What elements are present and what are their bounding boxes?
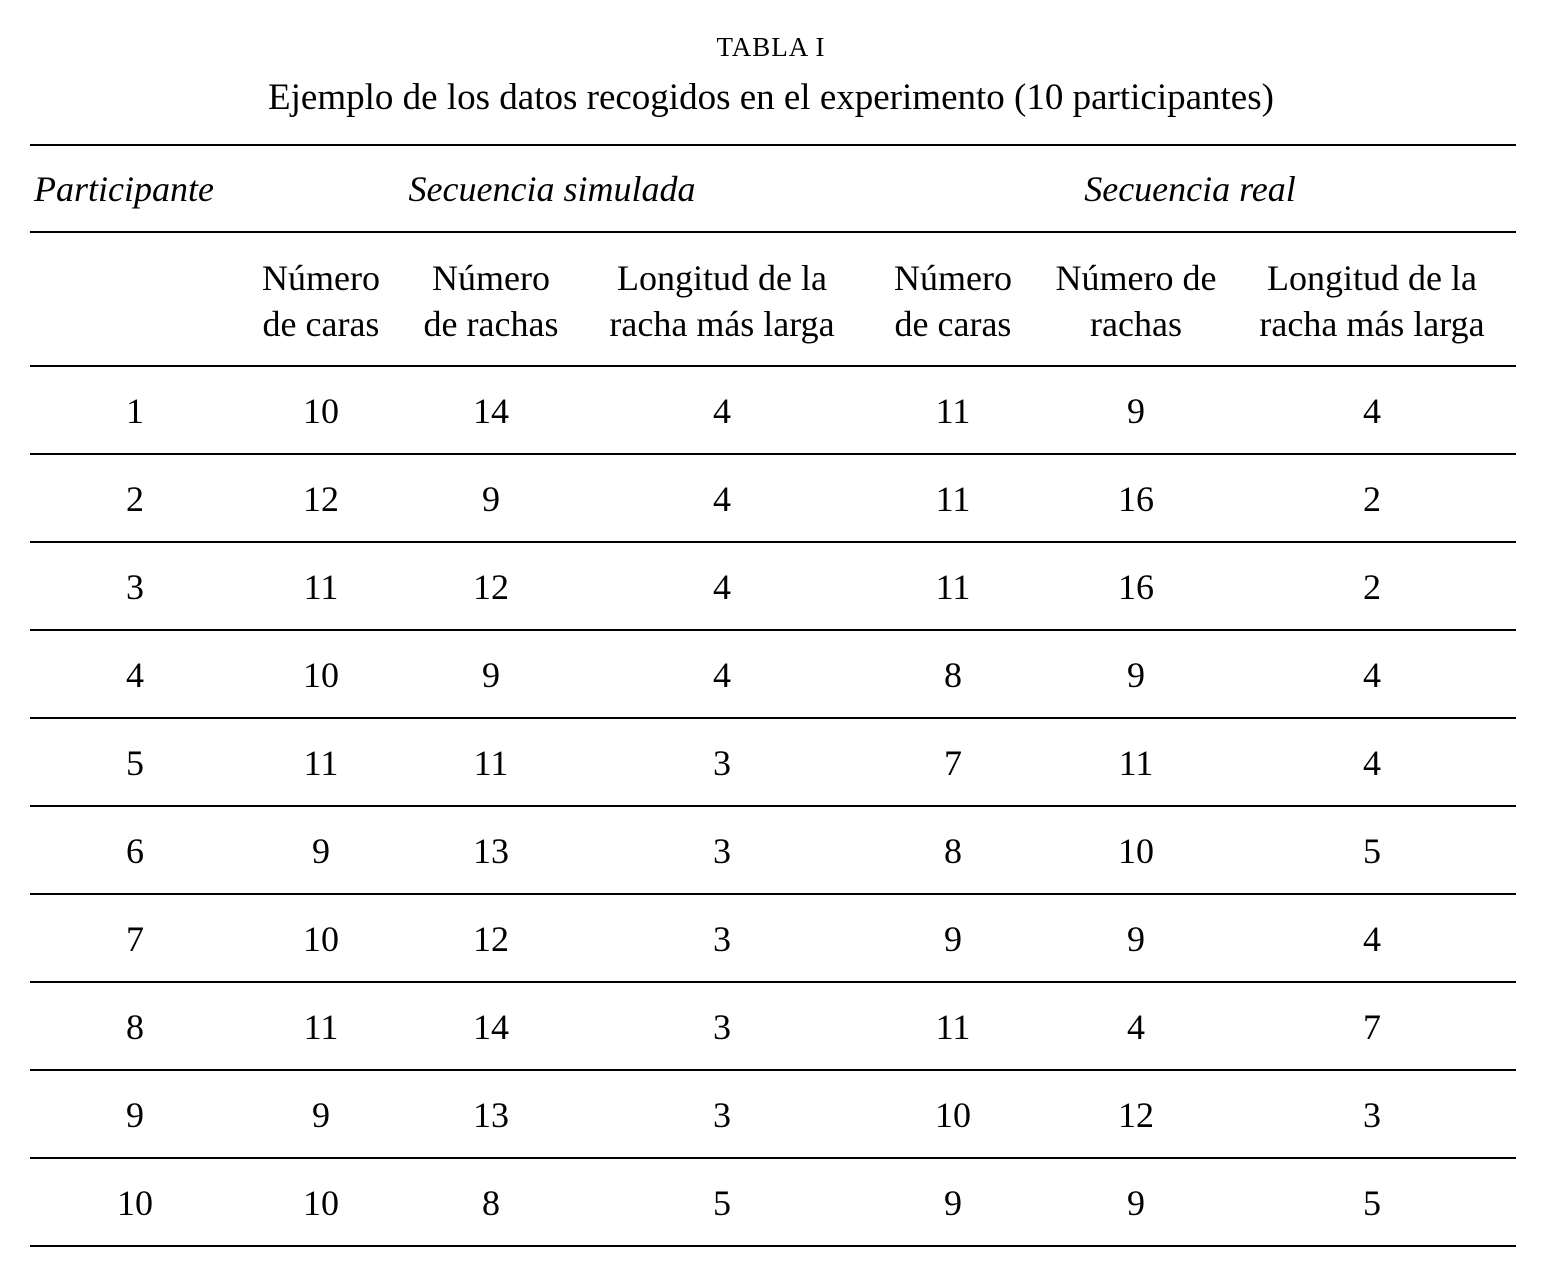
table-cell: 4 [1363,391,1381,431]
table-cell: 11 [1118,743,1154,783]
table-cell: 9 [1127,655,1145,695]
table-cell: 5 [713,1183,731,1223]
table-cell: 10 [303,391,339,431]
table-cell: 4 [713,567,731,607]
table-cell: 10 [303,1183,339,1223]
table-cell: 3 [713,1095,731,1135]
table-cell: 9 [312,831,330,871]
column-header-line: de caras [262,304,380,344]
table-cell: 7 [1363,1007,1381,1047]
row-rule [30,629,1516,631]
table-cell: 8 [944,831,962,871]
row-rule [30,717,1516,719]
table-cell: 10 [935,1095,971,1135]
row-rule [30,805,1516,807]
column-header-line: racha más larga [609,304,835,344]
column-header-line: Número de [1055,258,1217,298]
table-title: Ejemplo de los datos recogidos en el experimento (10 participantes) [268,77,1274,118]
table-number: TABLA I [716,32,826,62]
table-cell: 4 [713,479,731,519]
table-cell: 11 [303,743,339,783]
table-cell: 9 [1127,1183,1145,1223]
header-group-simulated: Secuencia simulada [408,169,696,209]
top-rule [30,144,1516,146]
table-cell: 3 [713,1007,731,1047]
table-cell: 2 [1363,567,1381,607]
participant-cell: 8 [126,1007,144,1047]
participant-cell: 5 [126,743,144,783]
participant-cell: 2 [126,479,144,519]
row-rule [30,1245,1516,1247]
table-cell: 16 [1118,479,1154,519]
table-cell: 11 [473,743,509,783]
table-cell: 11 [303,1007,339,1047]
table-cell: 4 [713,655,731,695]
table-cell: 12 [473,567,509,607]
table-cell: 11 [935,479,971,519]
row-rule [30,453,1516,455]
participant-cell: 4 [126,655,144,695]
table-cell: 11 [935,1007,971,1047]
participant-cell: 9 [126,1095,144,1135]
column-header-line: Longitud de la [617,258,827,298]
table-cell: 11 [935,391,971,431]
column-header-line: Número [262,258,380,298]
header-participant: Participante [34,169,214,209]
table-cell: 3 [1363,1095,1381,1135]
table-cell: 11 [935,567,971,607]
table-cell: 12 [1118,1095,1154,1135]
table-cell: 7 [944,743,962,783]
table-cell: 3 [713,831,731,871]
table-cell: 3 [713,919,731,959]
table-cell: 8 [482,1183,500,1223]
row-rule [30,1157,1516,1159]
column-header-line: de caras [894,304,1012,344]
row-rule [30,893,1516,895]
table-cell: 14 [473,1007,509,1047]
column-header [609,255,834,347]
participant-cell: 1 [126,391,144,431]
table-cell: 9 [482,479,500,519]
table-cell: 9 [1127,391,1145,431]
row-rule [30,541,1516,543]
table-cell: 9 [482,655,500,695]
table-cell: 13 [473,831,509,871]
column-header [262,255,380,347]
group-header-rule [30,231,1516,233]
column-header-line: Número [894,258,1012,298]
table-cell: 9 [1127,919,1145,959]
participant-cell: 10 [117,1183,153,1223]
table-cell: 11 [303,567,339,607]
table-cell: 4 [1363,743,1381,783]
column-header [1056,255,1217,347]
row-rule [30,1069,1516,1071]
table-cell: 10 [303,919,339,959]
table-cell: 8 [944,655,962,695]
table-cell: 3 [713,743,731,783]
table-cell: 13 [473,1095,509,1135]
table-cell: 2 [1363,479,1381,519]
table-cell: 12 [303,479,339,519]
participant-cell: 6 [126,831,144,871]
table-cell: 12 [473,919,509,959]
header-group-real: Secuencia real [1084,169,1296,209]
participant-cell: 7 [126,919,144,959]
table-cell: 4 [1127,1007,1145,1047]
table-cell: 9 [312,1095,330,1135]
column-header-line: rachas [1090,304,1182,344]
participant-cell: 3 [126,567,144,607]
table-cell: 4 [1363,919,1381,959]
table-cell: 10 [303,655,339,695]
column-header-line: Longitud de la [1267,258,1477,298]
table-cell: 5 [1363,831,1381,871]
table-cell: 5 [1363,1183,1381,1223]
column-header [1259,255,1484,347]
table-cell: 4 [1363,655,1381,695]
table-cell: 16 [1118,567,1154,607]
column-header-line: racha más larga [1259,304,1485,344]
header-rule [30,365,1516,367]
column-header [424,255,559,347]
table-cell: 4 [713,391,731,431]
table-cell: 14 [473,391,509,431]
table-cell: 9 [944,1183,962,1223]
column-header-line: Número [432,258,550,298]
row-rule [30,981,1516,983]
column-header [894,255,1012,347]
table-cell: 10 [1118,831,1154,871]
column-header-line: de rachas [423,304,559,344]
table-cell: 9 [944,919,962,959]
